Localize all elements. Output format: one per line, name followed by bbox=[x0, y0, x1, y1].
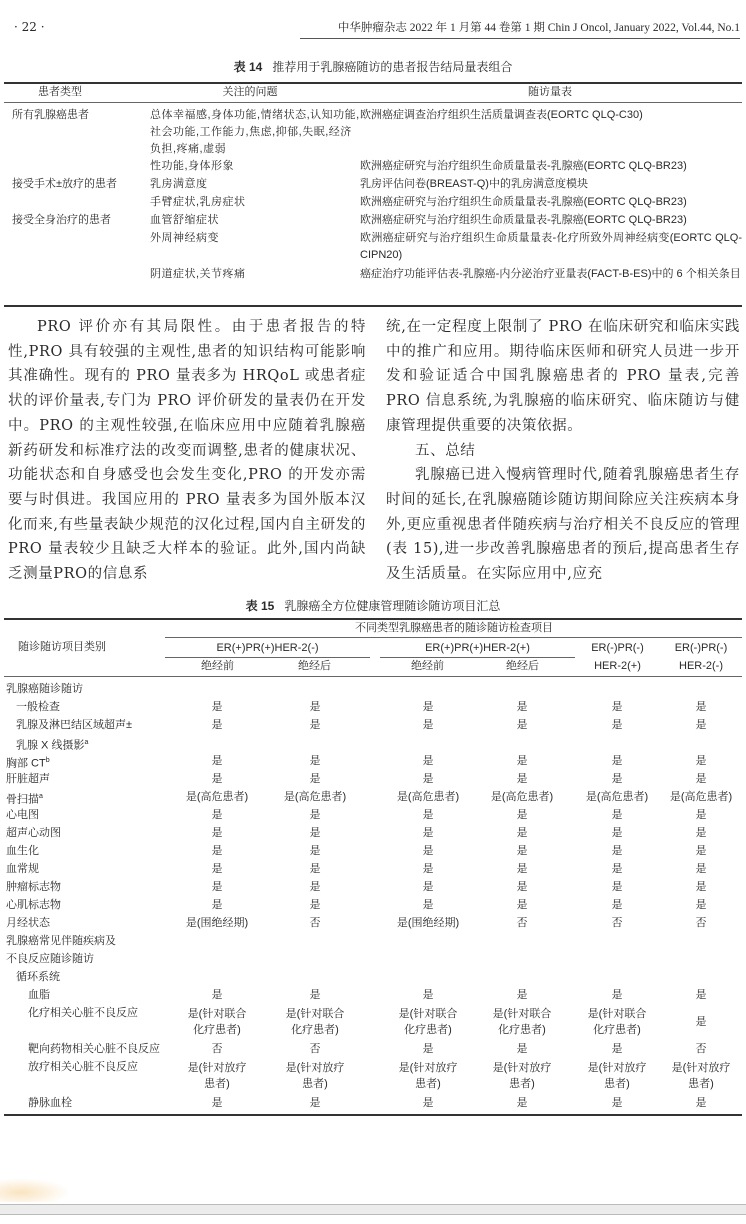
table15-cell: 是 bbox=[695, 989, 707, 1001]
table15-cell: 是 bbox=[309, 701, 321, 713]
table15-cell: 是 bbox=[211, 809, 223, 821]
page-bottom-edge bbox=[0, 1204, 746, 1215]
table15-cell: 否 bbox=[211, 1043, 223, 1055]
table15-cell: 是 bbox=[611, 845, 623, 857]
table15-cell: 是 bbox=[309, 1097, 321, 1109]
group-header-triple-negative: ER(-)PR(-) bbox=[674, 642, 728, 654]
section-heading-summary: 五、总结 bbox=[415, 442, 476, 459]
table15-cell: 否 bbox=[309, 1043, 321, 1055]
table15-cell: 是(围绝经期) bbox=[396, 917, 460, 929]
row-label-text: 血生化 bbox=[6, 845, 39, 857]
table15-cell: 是 bbox=[516, 809, 528, 821]
table15-cell: 是(针对联合化疗患者) bbox=[587, 1008, 647, 1036]
row-label-text: 肝脏超声 bbox=[6, 773, 50, 785]
table15-cell: 是 bbox=[422, 989, 434, 1001]
journal-citation: 中华肿瘤杂志 2022 年 1 月第 44 卷第 1 期 Chin J Oncol, January 2022, Vol.44, No.1 bbox=[337, 22, 740, 34]
table15-cell: 是 bbox=[611, 755, 623, 767]
table15-cell: 是 bbox=[695, 827, 707, 839]
paragraph-pro-continued: 统,在一定程度上限制了 PRO 在临床研究和临床实践中的推广和应用。期待临床医师和研究人员进一步开发和验证适合中国乳腺癌患者的 PRO 量表,完善 PRO 信息系统,为乳腺癌的临床研究、临床随访与健康管理提供重要的决策依据。 bbox=[386, 319, 740, 434]
table15-cell: 是(针对联合化疗患者) bbox=[492, 1008, 552, 1036]
table15-cell: 是(针对放疗患者) bbox=[587, 1062, 647, 1090]
table14-cell-scale: 欧洲癌症调查治疗组织生活质量调查表(EORTC QLQ-C30) bbox=[360, 109, 643, 121]
group-header-tn-her2-pos: ER(-)PR(-) bbox=[591, 642, 644, 654]
row-label-text: 胸部 CT bbox=[6, 757, 46, 770]
table15-row-label bbox=[16, 736, 88, 753]
table15-cell: 是 bbox=[516, 1043, 528, 1055]
table15-cell: 是 bbox=[211, 881, 223, 893]
table15-cell: 否 bbox=[695, 1043, 707, 1055]
group-header-tn-her2-pos-line2: HER-2(+) bbox=[594, 660, 641, 672]
table15-cell: 是 bbox=[695, 773, 707, 785]
table15-row-header: 随诊随访项目类别 bbox=[18, 641, 106, 653]
table15-cell: 是 bbox=[422, 1097, 434, 1109]
table14-cell-scale: 欧洲癌症研究与治疗组织生命质量量表-乳腺癌(EORTC QLQ-BR23) bbox=[360, 214, 687, 226]
table15-cell: 是 bbox=[211, 701, 223, 713]
row-label-text: 心肌标志物 bbox=[6, 899, 61, 911]
table15-cell: 是 bbox=[611, 1043, 623, 1055]
table15-cell: 是 bbox=[695, 719, 707, 731]
table15-label: 表 15 bbox=[245, 599, 275, 613]
body-left-column bbox=[8, 315, 366, 587]
header-rule bbox=[300, 38, 740, 39]
table15-cell: 是 bbox=[211, 899, 223, 911]
footnote-marker: a bbox=[84, 739, 89, 746]
table15-cell: 是 bbox=[516, 719, 528, 731]
table15-row-label bbox=[6, 880, 61, 894]
table15-cell: 是 bbox=[516, 827, 528, 839]
table15-row-label bbox=[6, 826, 61, 840]
table14-cell-scale: 癌症治疗功能评估表-乳腺癌-内分泌治疗亚量表(FACT-B-ES)中的 6 个相关条目 bbox=[360, 268, 741, 280]
row-label-text: 心电图 bbox=[6, 809, 39, 821]
table15-cell: 是 bbox=[695, 899, 707, 911]
row-label-text: 放疗相关心脏不良反应 bbox=[28, 1061, 138, 1073]
table15-cell: 是(高危患者) bbox=[185, 791, 249, 803]
table14-header-scale: 随访量表 bbox=[528, 86, 572, 98]
table15-caption bbox=[0, 597, 746, 614]
table15-cell: 是 bbox=[695, 1097, 707, 1109]
group-rule-1 bbox=[165, 657, 370, 658]
table15-span-header: 不同类型乳腺癌患者的随诊随访检查项目 bbox=[355, 622, 553, 634]
table15-cell: 是(针对联合化疗患者) bbox=[187, 1008, 247, 1036]
paragraph-summary: 乳腺癌已进入慢病管理时代,随着乳腺癌患者生存时间的延长,在乳腺癌随诊随访期间除应关注疾病本身外,更应重视患者伴随疾病与治疗相关不良反应的管理(表 15),进一步改善乳腺癌患者的预后,提高患者生存及生活质量。在实际应用中,应充 bbox=[386, 467, 740, 583]
table15-cell: 是 bbox=[422, 701, 434, 713]
table14-bottom-rule bbox=[4, 305, 742, 307]
row-label-text: 月经状态 bbox=[6, 917, 50, 929]
table15-header-rule bbox=[4, 676, 742, 677]
table15-cell: 是 bbox=[422, 899, 434, 911]
table14-cell-patient: 接受手术±放疗的患者 bbox=[12, 178, 118, 190]
table14-header-patient: 患者类型 bbox=[38, 86, 82, 98]
table15-cell: 是 bbox=[211, 863, 223, 875]
table15-row-label bbox=[28, 1060, 138, 1074]
table15-row-label bbox=[6, 772, 50, 786]
body-right-column bbox=[386, 315, 740, 587]
table15-cell: 是 bbox=[516, 773, 528, 785]
group-rule-2 bbox=[380, 657, 575, 658]
subheader-premenopausal-1: 绝经前 bbox=[201, 660, 234, 672]
table15-cell: 是 bbox=[611, 773, 623, 785]
table15-cell: 是 bbox=[516, 755, 528, 767]
table14-cell-scale: 乳房评估问卷(BREAST-Q)中的乳房满意度模块 bbox=[360, 178, 588, 190]
table15-row-label bbox=[28, 988, 50, 1002]
table15-cell: 是 bbox=[422, 719, 434, 731]
table15-cell: 是 bbox=[309, 809, 321, 821]
table15-cell: 是 bbox=[211, 989, 223, 1001]
table14-title: 推荐用于乳腺癌随访的患者报告结局量表组合 bbox=[272, 60, 513, 74]
table14-cell-concern: 血管舒缩症状 bbox=[150, 214, 219, 226]
table15-cell: 是(针对放疗患者) bbox=[492, 1062, 552, 1090]
table15-row-label bbox=[6, 754, 50, 771]
table15-cell: 是 bbox=[695, 863, 707, 875]
table15-cell: 是 bbox=[309, 827, 321, 839]
table15-cell: 是 bbox=[516, 701, 528, 713]
table15-cell: 是 bbox=[516, 881, 528, 893]
table15-cell: 是(高危患者) bbox=[396, 791, 460, 803]
subheader-postmenopausal-1: 绝经后 bbox=[298, 660, 331, 672]
page-number: · 22 · bbox=[14, 20, 45, 34]
table15-span-rule bbox=[165, 637, 742, 638]
table15-cell: 是 bbox=[422, 827, 434, 839]
table14-caption bbox=[0, 58, 746, 75]
table15-row-label bbox=[16, 700, 60, 714]
table15-row-label bbox=[28, 1096, 72, 1110]
table15-cell: 否 bbox=[695, 917, 707, 929]
table15-cell: 是 bbox=[422, 773, 434, 785]
table15-cell: 否 bbox=[516, 917, 528, 929]
table15-cell: 是 bbox=[309, 881, 321, 893]
table15-cell: 是(针对联合化疗患者) bbox=[285, 1008, 345, 1036]
table14-cell-patient: 接受全身治疗的患者 bbox=[12, 214, 111, 226]
table15-row-label bbox=[28, 1042, 160, 1056]
table15-cell: 是 bbox=[309, 863, 321, 875]
table15-cell: 是 bbox=[211, 719, 223, 731]
table15-cell: 否 bbox=[309, 917, 321, 929]
table15-cell: 是 bbox=[516, 845, 528, 857]
table15-bottom-rule bbox=[4, 1114, 742, 1116]
table15-cell: 是 bbox=[695, 809, 707, 821]
table15-cell: 是 bbox=[309, 899, 321, 911]
table15-row-label bbox=[6, 844, 39, 858]
table15-cell: 是 bbox=[422, 881, 434, 893]
group-header-triple-negative-line2: HER-2(-) bbox=[679, 660, 723, 672]
table15-cell: 是(针对放疗患者) bbox=[398, 1062, 458, 1090]
table14-cell-concern: 阴道症状,关节疼痛 bbox=[150, 268, 246, 280]
row-label-text: 骨扫描 bbox=[6, 793, 39, 806]
row-label-text: 乳腺 X 线摄影 bbox=[16, 739, 85, 752]
table15-cell: 是 bbox=[516, 899, 528, 911]
table15-cell: 是 bbox=[695, 1016, 707, 1028]
table15-cell: 是 bbox=[695, 881, 707, 893]
table15-cell: 是(高危患者) bbox=[283, 791, 347, 803]
row-label-text: 循环系统 bbox=[16, 971, 60, 983]
table14-cell-concern: 外周神经病变 bbox=[150, 232, 219, 244]
table15-cell: 是 bbox=[422, 809, 434, 821]
table15-top-rule bbox=[4, 618, 742, 620]
table15-cell: 是(针对放疗患者) bbox=[285, 1062, 345, 1090]
table15-cell: 是 bbox=[422, 1043, 434, 1055]
row-label-text: 肿瘤标志物 bbox=[6, 881, 61, 893]
row-label-text: 超声心动图 bbox=[6, 827, 61, 839]
table15-cell: 是 bbox=[422, 863, 434, 875]
table15-cell: 是(高危患者) bbox=[490, 791, 554, 803]
table15-row-label bbox=[6, 898, 61, 912]
table15-cell: 是 bbox=[611, 701, 623, 713]
table15-row-label bbox=[6, 790, 43, 807]
row-label-text: 乳腺癌常见伴随疾病及 bbox=[6, 935, 116, 947]
row-label-text: 一般检查 bbox=[16, 701, 60, 713]
table15-cell: 是 bbox=[309, 719, 321, 731]
table15-row-label bbox=[6, 862, 39, 876]
table15-title: 乳腺癌全方位健康管理随诊随访项目汇总 bbox=[284, 599, 501, 613]
table15-cell: 是 bbox=[211, 755, 223, 767]
table15-row-label bbox=[6, 934, 116, 966]
row-label-text: 乳腺及淋巴结区域超声± bbox=[16, 719, 133, 731]
table15-row-label bbox=[6, 916, 50, 930]
table15-cell: 是 bbox=[309, 755, 321, 767]
table15-cell: 是 bbox=[611, 827, 623, 839]
table15-cell: 是 bbox=[611, 719, 623, 731]
table15-cell: 是 bbox=[611, 881, 623, 893]
row-label-text: 血脂 bbox=[28, 989, 50, 1001]
row-label-text: 乳腺癌随诊随访 bbox=[6, 683, 83, 695]
group-header-hr-pos-her2-pos: ER(+)PR(+)HER-2(+) bbox=[425, 642, 530, 654]
table15-cell: 是(针对放疗患者) bbox=[187, 1062, 247, 1090]
subheader-premenopausal-2: 绝经前 bbox=[411, 660, 444, 672]
table15-cell: 是(针对放疗患者) bbox=[671, 1062, 731, 1090]
table15-cell: 是 bbox=[611, 1097, 623, 1109]
table15-cell: 是(针对联合化疗患者) bbox=[398, 1008, 458, 1036]
table15-cell: 是 bbox=[309, 773, 321, 785]
table14-cell-patient: 所有乳腺癌患者 bbox=[12, 109, 89, 121]
table15-cell: 是 bbox=[611, 809, 623, 821]
table15-cell: 是 bbox=[611, 863, 623, 875]
row-label-text: 化疗相关心脏不良反应 bbox=[28, 1007, 138, 1019]
row-label-text: 静脉血栓 bbox=[28, 1097, 72, 1109]
footnote-marker: a bbox=[39, 793, 43, 800]
table15-cell: 是 bbox=[309, 989, 321, 1001]
table15-cell: 是 bbox=[211, 845, 223, 857]
table14-cell-concern: 性功能,身体形象 bbox=[150, 160, 235, 172]
group-header-hr-pos-her2-neg: ER(+)PR(+)HER-2(-) bbox=[216, 642, 319, 654]
table14-header-rule bbox=[4, 102, 742, 103]
table15-cell: 是(围绝经期) bbox=[185, 917, 249, 929]
table15-cell: 是 bbox=[611, 989, 623, 1001]
scan-stain bbox=[0, 1178, 70, 1202]
table14-cell-scale: 欧洲癌症研究与治疗组织生命质量量表-化疗所致外周神经病变(EORTC QLQ-CIPN20) bbox=[360, 232, 742, 261]
table15-cell: 是(高危患者) bbox=[585, 791, 649, 803]
table15-cell: 是 bbox=[695, 845, 707, 857]
table14-cell-concern: 乳房满意度 bbox=[150, 178, 208, 190]
table15-cell: 是 bbox=[211, 773, 223, 785]
table15-cell: 是 bbox=[422, 845, 434, 857]
table14-header-concern: 关注的问题 bbox=[222, 86, 278, 98]
subheader-postmenopausal-2: 绝经后 bbox=[506, 660, 539, 672]
table15-cell: 是 bbox=[516, 989, 528, 1001]
table15-row-label bbox=[28, 1006, 138, 1020]
table15-cell: 否 bbox=[611, 917, 623, 929]
row-label-text: 靶向药物相关心脏不良反应 bbox=[28, 1043, 160, 1055]
table15-row-label bbox=[16, 970, 60, 984]
table15-cell: 是(高危患者) bbox=[669, 791, 733, 803]
table15-cell: 是 bbox=[611, 899, 623, 911]
table15-cell: 是 bbox=[211, 827, 223, 839]
table15-cell: 是 bbox=[516, 863, 528, 875]
table14-label: 表 14 bbox=[233, 60, 263, 74]
table14-cell-concern: 总体幸福感,身体功能,情绪状态,认知功能,社会功能,工作能力,焦虑,抑郁,失眠,经济负担,疼痛,虚弱 bbox=[150, 109, 360, 155]
table15-cell: 是 bbox=[309, 845, 321, 857]
table15-cell: 是 bbox=[211, 1097, 223, 1109]
table15-cell: 是 bbox=[695, 755, 707, 767]
table15-cell: 是 bbox=[695, 701, 707, 713]
row-label-text: 血常规 bbox=[6, 863, 39, 875]
table15-row-label bbox=[6, 808, 39, 822]
table15-row-label bbox=[6, 682, 83, 696]
table15-cell: 是 bbox=[516, 1097, 528, 1109]
table15-row-label bbox=[16, 718, 132, 732]
row-label-text-line2: 不良反应随诊随访 bbox=[6, 953, 94, 965]
footnote-marker: b bbox=[45, 757, 50, 764]
table14-cell-scale: 欧洲癌症研究与治疗组织生命质量量表-乳腺癌(EORTC QLQ-BR23) bbox=[360, 160, 687, 172]
paragraph-pro-limitations: PRO 评价亦有其局限性。由于患者报告的特性,PRO 具有较强的主观性,患者的知识结构可能影响其准确性。现有的 PRO 量表多为 HRQoL 或患者症状的评价量表,专门为 PRO 评价研发的量表仍在开发中。PRO 的主观性较强,在临床应用中应随着乳腺癌新药研发和标准疗法的改变而调整,患者的健康状况、功能状态和自身感受也会发生变化,PRO 的开发亦需要与时俱进。我国应用的 PRO 量表多为国外版本汉化而来,有些量表缺少规范的汉化过程,国内自主研发的 PRO 量表较少且缺乏大样本的验证。此外,国内尚缺乏测量PRO的信息系 bbox=[8, 319, 366, 583]
table14-cell-concern: 手臂症状,乳房症状 bbox=[150, 196, 246, 208]
table14-cell-scale: 欧洲癌症研究与治疗组织生命质量量表-乳腺癌(EORTC QLQ-BR23) bbox=[360, 196, 687, 208]
table15-cell: 是 bbox=[422, 755, 434, 767]
